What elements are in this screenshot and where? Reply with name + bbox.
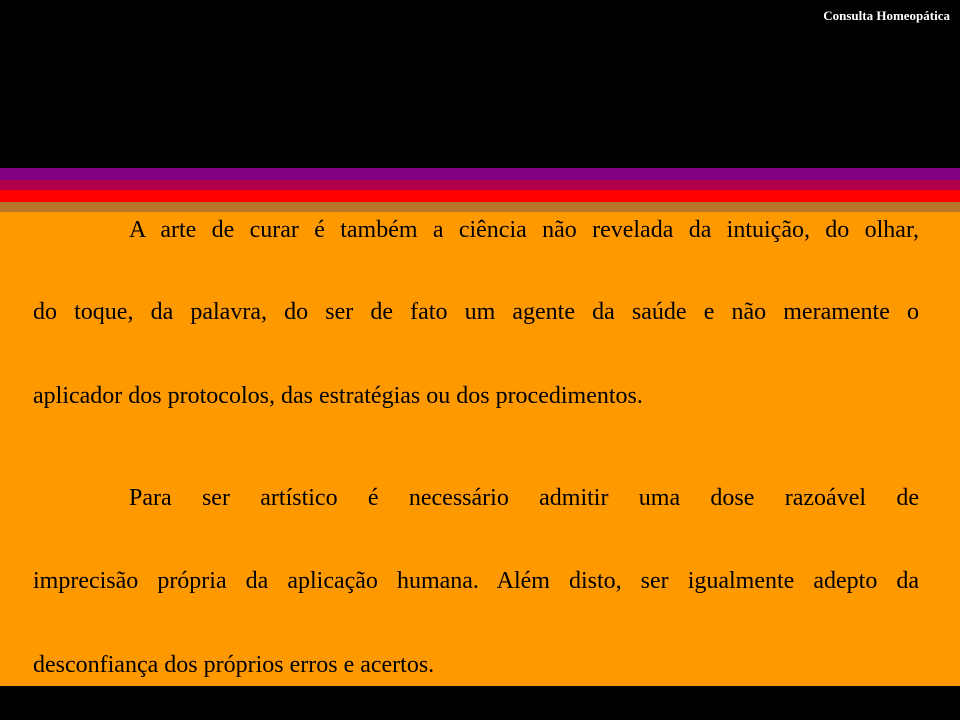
decorative-stripe-red <box>0 190 960 202</box>
decorative-stripe-maroon <box>0 180 960 190</box>
paragraph-2-line-3: desconfiança dos próprios erros e acertos. <box>33 652 435 678</box>
decorative-stripe-purple <box>0 168 960 180</box>
header-label: Consulta Homeopática <box>823 8 950 23</box>
bottom-bar <box>0 686 960 720</box>
paragraph-1-line-1: A arte de curar é também a ciência não revelada da intuição, do olhar, <box>129 217 919 243</box>
paragraph-2-line-1: Para ser artístico é necessário admitir uma dose razoável de <box>129 485 919 511</box>
content-area <box>0 212 960 686</box>
decorative-stripe-brown <box>0 202 960 212</box>
paragraph-1-line-3: aplicador dos protocolos, das estratégias ou dos procedimentos. <box>33 383 643 409</box>
paragraph-2-line-2: imprecisão própria da aplicação humana. Além disto, ser igualmente adepto da <box>33 568 919 594</box>
paragraph-1-line-2: do toque, da palavra, do ser de fato um agente da saúde e não meramente o <box>33 299 919 325</box>
